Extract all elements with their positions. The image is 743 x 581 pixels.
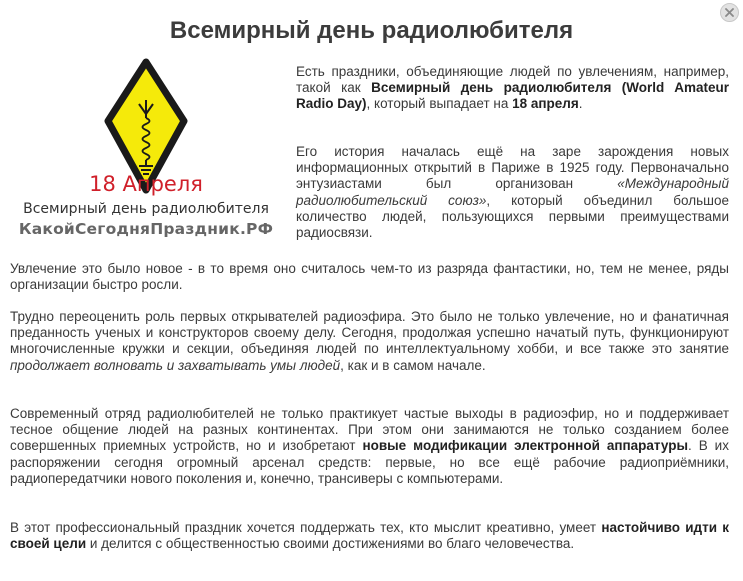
paragraph-congrats: В этот профессиональный праздник хочется поддержать тех, кто мыслит креативно, умеет настойчиво идти к своей цели и делится с общественностью своими достижениями во благо человечества. bbox=[10, 520, 729, 552]
paragraph-growth: Увлечение это было новое - в то время оно считалось чем-то из разряда фантастики, но, тем не менее, ряды организации быстро росли. bbox=[10, 261, 729, 293]
close-icon bbox=[725, 8, 734, 17]
holiday-logo bbox=[8, 58, 284, 248]
page-title: Всемирный день радиолюбителя bbox=[169, 17, 574, 44]
logo-date: 18 Апреля bbox=[89, 172, 203, 196]
paragraph-pioneers: Трудно переоценить роль первых открывателей радиоэфира. Это было не только увлечение, но и фанатичная преданность ученых и конструкторов своему делу. Сегодня, продолжая успешно начатый путь, функционируют многочисленные кружки и секции, объединяя людей по интеллектуальному хобби, и все также это занятие продолжает волновать и захватывать умы людей, как и в самом начале. bbox=[10, 309, 729, 373]
logo-site: КакойСегодняПраздник.РФ bbox=[18, 220, 274, 238]
paragraph-intro: Есть праздники, объединяющие людей по увлечениям, например, такой как Всемирный день радиолюбителя (World Amateur Radio Day), который выпадает на 18 апреля. bbox=[296, 64, 729, 112]
logo-caption: Всемирный день радиолюбителя bbox=[23, 201, 269, 217]
paragraph-history: Его история началась ещё на заре зарождения новых информационных открытий в Париже в 1925 году. Первоначально энтузиастами был организован «Международный радиолюбительский союз», который объединил большое количество людей, пользующихся первыми преимуществами радиосвязи. bbox=[296, 144, 729, 241]
paragraph-modern: Современный отряд радиолюбителей не только практикует частые выходы в радиоэфир, но и поддерживает тесное общение людей на разных континентах. При этом они занимаются не только созданием более совершенных приемных устройств, но и изобретают новые модификации электронной аппаратуры. В их распоряжении сегодня огромный арсенал средств: первые, но все ещё рабочие радиоприёмники, радиопередатчики нового поколения и, конечно, трансиверы с компьютерами. bbox=[10, 406, 729, 486]
